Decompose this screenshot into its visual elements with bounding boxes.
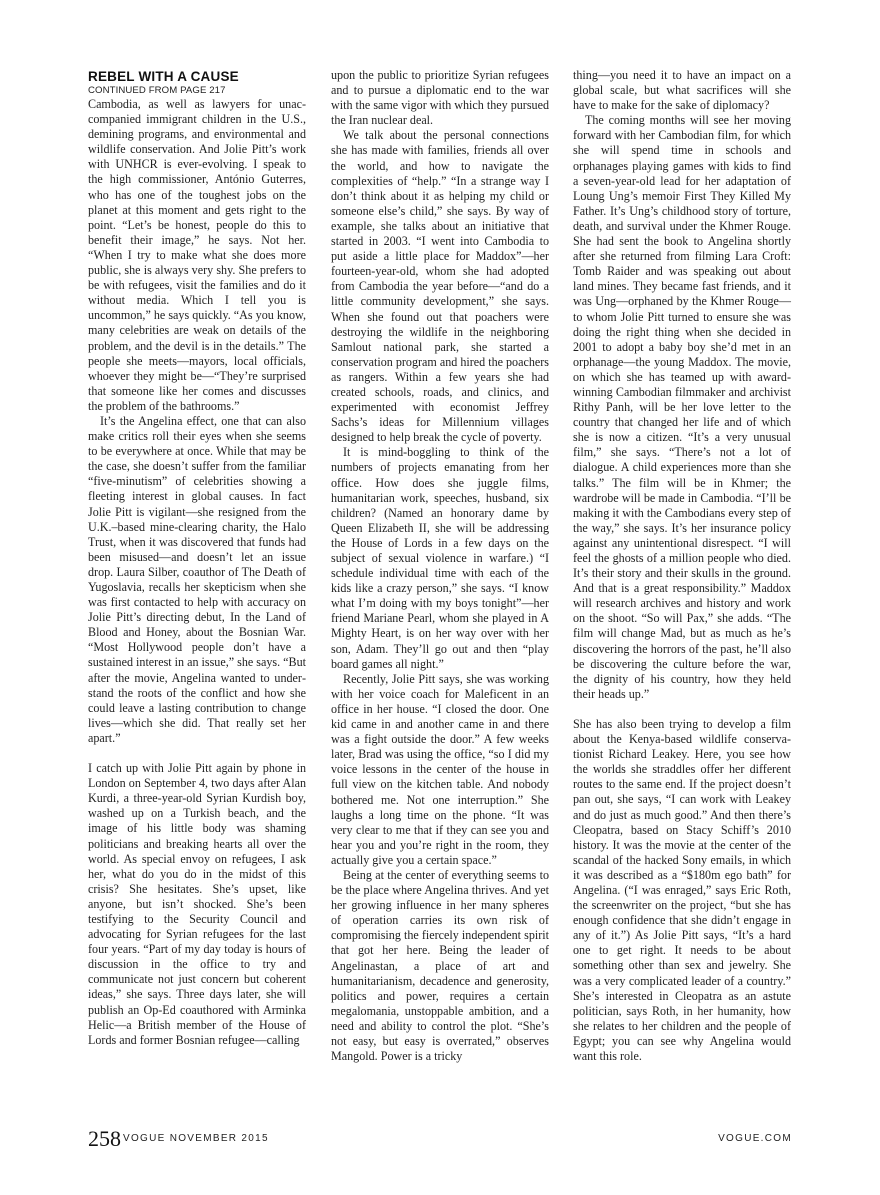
article-headline: REBEL WITH A CAUSE xyxy=(88,69,239,84)
body-paragraph: It’s the Angelina effect, one that can also make critics roll their eyes when she seems to be everywhere at once. While that may be the case, she doesn’t suffer from the familiar “five-minutism” of celebrities showing a fleeting interest in global causes. In fact Jolie Pitt is vigilant—she resigned from the U.K.–based mine-clearing charity, the Halo Trust, when it was discovered that funds had been misused—and doesn’t let an issue drop. Laura Silber, coauthor of The Death of Yugoslavia, recalls her skepticism when she was first contacted to help with accuracy on Jolie Pitt’s directing debut, In the Land of Blood and Honey, about the Bosnian War. “Most Hollywood people don’t have a sustained interest in an issue,” she says. “But after the movie, Angelina wanted to understand the roots of the conflict and how she could leave a lasting contribution to change lives—which she did. That really set her apart.” xyxy=(88,413,306,745)
column-2 xyxy=(331,68,549,1064)
body-paragraph: Recently, Jolie Pitt says, she was working with her voice coach for Maleficent in an office in her house. “I closed the door. One kid came in and another came in and there was a fight outside the door.” A few weeks later, Brad was using the office, “so I did my voice lessons in the center of the house in full view on the kitchen table. And nobody bothered me. Not one interruption.” She laughs a long time on the phone. “It was very clear to me that if they can see you and hear you and you’re right in the room, they actually give you a certain space.” xyxy=(331,671,549,867)
body-paragraph: She has also been trying to develop a film about the Kenya-based wildlife conservationist Richard Leakey. Here, you see how the worlds she straddles offer her different routes to the same end. If the project doesn’t pan out, she says, “I can work with Leakey and do just as much good.” And then there’s Cleopatra, based on Stacy Schiff’s 2010 history. It was the movie at the center of the scandal of the hacked Sony emails, in which it was described as a “$180m ego bath” for Angelina. (“I was enraged,” says Eric Roth, the screenwriter on the project, “but she has enough confidence that she didn’t engage in any of it.”) As Jolie Pitt says, “It’s a hard one to get right. It needs to be about something other than sex and jewelry. She was a very complicated leader of a country.” She’s interested in Cleopatra as an astute politician, says Roth, in her humanity, how she relates to her children and the people of Egypt; you can see why Angelina would want this role. xyxy=(573,716,791,1063)
column-1 xyxy=(88,68,306,1048)
body-paragraph: It is mind-boggling to think of the numbers of projects emanating from her office. How does she juggle films, humanitarian work, speeches, husband, six children? (Named an honorary dame by Queen Elizabeth II, she will be addressing the House of Lords in a few days on the subject of sexual violence in warfare.) “I schedule individual time with each of the kids like a crazy person,” she says. “I know what I’m doing with my boys tonight”—her friend Mariane Pearl, whom she played in A Mighty Heart, is on her way over with her son, Adam. They’ll go out and then “play board games all night.” xyxy=(331,445,549,671)
body-paragraph: I catch up with Jolie Pitt again by phone in London on September 4, two days after Alan Kurdi, a three-year-old Syrian Kurdish boy, washed up on a Turkish beach, and the image of his little body was shaming politicians and breaking hearts all over the world. As special envoy on refugees, I ask her, what do you do in the midst of this crisis? She hesitates. She’s upset, like anyone, but isn’t shocked. She’s been testifying to the Security Council and advocating for Syrian refugees for the last four years. “Part of my day today is hours of discussion in the office to try and communicate not just concern but coherent ideas,” she says. Three days later, she will publish an Op-Ed coauthored with Arminka Helic—a British member of the House of Lords and former Bosnian refugee—calling xyxy=(88,761,306,1047)
page-number: 258 xyxy=(88,1126,121,1151)
body-paragraph: Cambodia, as well as lawyers for unaccompanied immigrant children in the U.S., demining programs, and environmental and wildlife conservation. And Jolie Pitt’s work with UNHCR is ever-evolving. I speak to the high commissioner, António Guterres, who has one of the toughest jobs on the planet at this moment and gets right to the point. “Let’s be honest, people do this to benefit their image,” he says. Not her. “When I try to make what she does more public, she is always very shy. She prefers to be with refugees, visit the families and do it without media. Which I tell you is uncommon,” he says quickly. “As you know, many celebrities are weak on details of the problem, and the devil is in the details.” The people she meets—mayors, local officials, whoever they might be—“They’re surprised that someone like her comes and discusses the problem of the bathrooms.” xyxy=(88,97,306,413)
body-paragraph: We talk about the personal connections she has made with families, friends all over the world, and how to navigate the complexities of “help.” “In a strange way I don’t think about it as helping my child or someone else’s child,” she says. By way of example, she talks about an initiative that started in 2003. “I went into Cambodia to put aside a little place for Maddox”—her fourteen-year-old, whom she had adopted from Cambodia the year before—“and do a little community development,” she says. When she found out that poachers were destroying the wildlife in the neighboring Samlout national park, she started a conservation program and hired the poachers as rangers. Within a few years she had created schools, roads, and clinics, and experimented with economist Jeffrey Sachs’s ideas for Millennium villages designed to help break the cycle of poverty. xyxy=(331,128,549,445)
publication-issue: VOGUE NOVEMBER 2015 xyxy=(123,1133,269,1144)
body-paragraph: Being at the center of everything seems to be the place where Angelina thrives. And yet her growing influence in her many spheres of operation carries its own risk of compromising the fiercely independent spirit that got her here. Being the leader of Angelinastan, a place of art and humanitarianism, decadence and generosity, politics and power, requires a certain megalomania, unstoppable ambition, and a need and ability to control the plot. “She’s not easy, but easy is overrated,” observes Mangold. Power is a tricky xyxy=(331,867,549,1064)
website-link: VOGUE.COM xyxy=(718,1133,792,1144)
body-paragraph: upon the public to prioritize Syrian refugees and to pursue a diplomatic end to the war with the same vigor with which they pursued the Iran nuclear deal. xyxy=(331,68,549,128)
column-3 xyxy=(573,68,791,1064)
body-paragraph: The coming months will see her moving forward with her Cambodian film, for which she will spend time in schools and orphanages playing games with kids to find a seven-year-old lead for her adaptation of Loung Ung’s memoir First They Killed My Father. It’s Ung’s childhood story of torture, death, and survival under the Khmer Rouge. She had sent the book to Angelina shortly after she returned from filming Lara Croft: Tomb Raider and was speaking out about land mines. They became fast friends, and it was Ung—orphaned by the Khmer Rouge—to whom Jolie Pitt turned to ensure she was doing the right thing when she decided in 2001 to adopt a baby boy she’d met in an orphanage—the young Maddox. The movie, on which she has teamed up with award-winning Cambodian filmmaker and archivist Rithy Panh, will be her love letter to the country that changed her life and of which she is now a citizen. “It’s a very unusual film,” she says. “There’s not a lot of dialogue. A child experiences more than she talks.” The film will be in Khmer; the wardrobe will be made in Cambodia. “I’ll be making it with the Cambodians every step of the way,” she says. It’s her insurance policy against any unintentional disrespect. “I will feel the ghosts of a million people who died. It’s their story and their skulls in the ground. And that is a great responsibility.” Maddox will research archives and history and work on the shoot. “So will Pax,” she adds. “The film will change Mad, but as much as he’s discovering the horrors of the past, he’ll also be discovering the culture before the war, the dignity of his country, how they held their heads up.” xyxy=(573,113,791,701)
continued-from-note: CONTINUED FROM PAGE 217 xyxy=(88,85,226,96)
page-footer xyxy=(88,1128,792,1150)
body-paragraph: thing—you need it to have an impact on a global scale, but what sacrifices will she have to make for the sake of diplomacy? xyxy=(573,68,791,113)
